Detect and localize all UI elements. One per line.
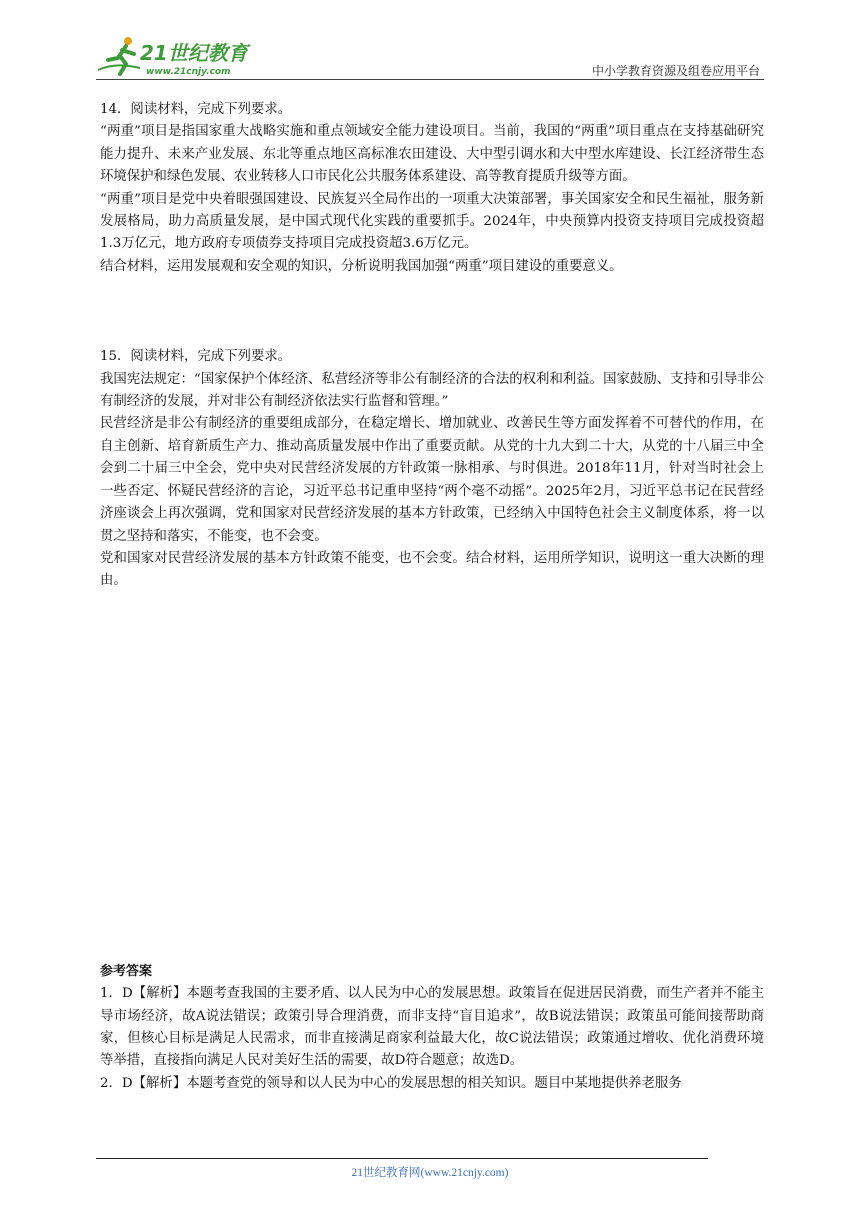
q15-title: 15．阅读材料，完成下列要求。 — [100, 349, 292, 365]
q14-title: 14．阅读材料，完成下列要求。 — [100, 102, 292, 117]
answer-space-14 — [100, 278, 764, 346]
q15-paragraph-1: 我国宪法规定：“国家保护个体经济、私营经济等非公有制经济的合法的权利和利益。国家鼓励、支持和引导非公有制经济的发展，并对非公有制经济依法实行监督和管理。” — [100, 371, 764, 410]
q14-paragraph-2: “两重”项目是党中央着眼强国建设、民族复兴全局作出的一项重大决策部署，事关国家安全和民生福祉，服务新发展格局，助力高质量发展，是中国式现代化实践的重要抓手。2024年，中央预算内投资支持项目完成投资超1.3万亿元，地方政府专项债券支持项目完成投资超3.6万亿元。 — [100, 191, 764, 252]
answer-2: 2．D【解析】本题考查党的领导和以人民为中心的发展思想的相关知识。题目中某地提供养老服务 — [100, 1075, 682, 1091]
logo-main-text: 21世纪教育 — [140, 41, 248, 65]
q14-prompt: 结合材料，运用发展观和安全观的知识，分析说明我国加强“两重”项目建设的重要意义。 — [100, 258, 623, 274]
q15-paragraph-2: 民营经济是非公有制经济的重要组成部分，在稳定增长、增加就业、改善民生等方面发挥着不可替代的作用，在自主创新、培育新质生产力、推动高质量发展中作出了重要贡献。从党的十九大到二十大，从党的十八届三中全会到二十届三中全会，党中央对民营经济发展的方针政策一脉相承、与时俱进。2018年11月，针对当时社会上一些否定、怀疑民营经济的言论，习近平总书记重申坚持“两个毫不动摇”。2025年2月，习近平总书记在民营经济座谈会上再次强调，党和国家对民营经济发展的基本方针政策，已经纳入中国特色社会主义制度体系，将一以贯之坚持和落实，不能变，也不会变。 — [100, 416, 764, 544]
answer-1: 1．D【解析】本题考查我国的主要矛盾、以人民为中心的发展思想。政策旨在促进居民消费，而生产者并不能主导市场经济，故A说法错误；政策引导合理消费，而非支持“盲目追求”，故B说法错误；政策虽可能间接帮助商家，但核心目标是满足人民需求，而非直接满足商家利益最大化，故C说法错误；政策通过增收、优化消费环境等举措，直接指向满足人民对美好生活的需要，故D符合题意；故选D。 — [100, 986, 764, 1069]
question-14 — [100, 99, 764, 278]
q14-paragraph-1: “两重”项目是指国家重大战略实施和重点领域安全能力建设项目。当前，我国的“两重”项目重点在支持基础研究能力提升、未来产业发展、东北等重点地区高标准农田建设、大中型引调水和大中型水库建设、长江经济带生态环境保护和绿色发展、农业转移人口市民化公共服务体系建设、高等教育提质升级等方面。 — [100, 124, 764, 185]
q15-prompt: 党和国家对民营经济发展的基本方针政策不能变，也不会变。结合材料，运用所学知识，说明这一重大决断的理由。 — [100, 550, 764, 589]
footer-divider — [96, 1158, 708, 1159]
footer-link[interactable]: 21世纪教育网(www.21cnjy.com) — [351, 1167, 509, 1179]
reference-answers — [100, 961, 764, 1095]
runner-icon — [98, 37, 140, 74]
document-body — [100, 99, 764, 1095]
logo-21cnjy[interactable] — [96, 34, 266, 78]
platform-name: 中小学教育资源及组卷应用平台 — [591, 64, 760, 78]
question-15 — [100, 346, 764, 592]
page-header — [96, 28, 764, 80]
header-divider — [96, 79, 764, 80]
answer-space-15 — [100, 593, 764, 961]
logo-url-text: www.21cnjy.com — [146, 67, 231, 77]
answers-heading: 参考答案 — [100, 963, 153, 979]
